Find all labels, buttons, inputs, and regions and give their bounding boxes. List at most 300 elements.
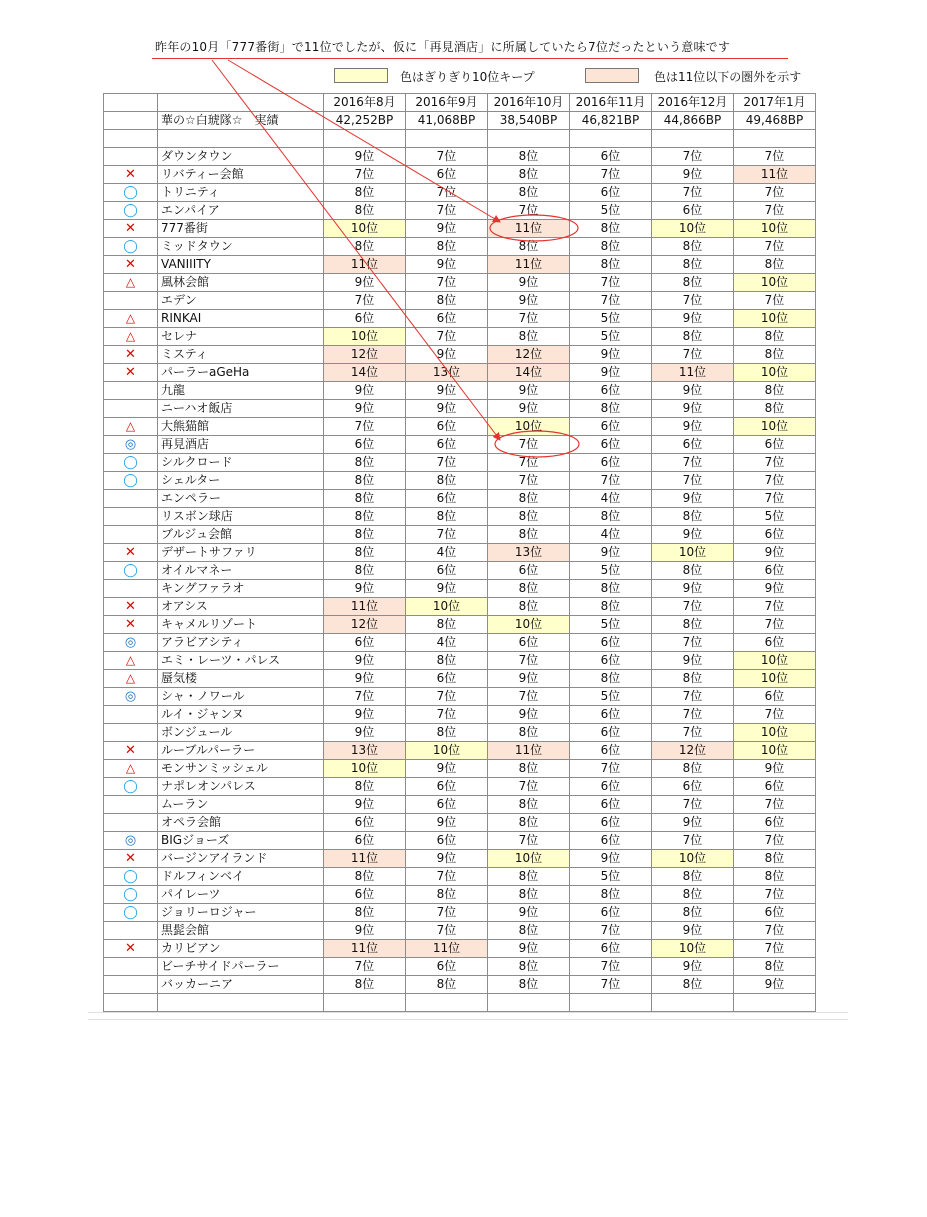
club-name: カリビアン [158, 940, 324, 958]
rank-cell: 10位 [734, 418, 816, 436]
page-title: 昨年の10月「777番街」で11位でしたが、仮に「再見酒店」に所属していたら7位だったという意味です [155, 40, 731, 54]
rank-cell: 7位 [652, 346, 734, 364]
club-name: 再見酒店 [158, 436, 324, 454]
status-mark-icon: ✕ [125, 347, 136, 362]
status-mark-icon: △ [125, 671, 136, 685]
rank-cell: 7位 [652, 706, 734, 724]
rank-cell: 5位 [570, 310, 652, 328]
rank-cell: 9位 [734, 544, 816, 562]
rank-cell: 13位 [406, 364, 488, 382]
rank-cell: 6位 [734, 688, 816, 706]
status-mark-icon: ✕ [125, 545, 136, 560]
rank-cell: 8位 [406, 292, 488, 310]
rank-cell: 7位 [570, 166, 652, 184]
rank-cell: 10位 [324, 220, 406, 238]
club-name: 黒髭会館 [158, 922, 324, 940]
rank-cell: 11位 [324, 598, 406, 616]
rank-cell: 9位 [324, 706, 406, 724]
rank-cell: 9位 [324, 400, 406, 418]
rank-cell: 11位 [652, 364, 734, 382]
rank-cell: 8位 [488, 868, 570, 886]
rank-cell: 9位 [488, 904, 570, 922]
rank-cell: 9位 [488, 706, 570, 724]
rank-cell: 6位 [652, 202, 734, 220]
rank-cell: 8位 [324, 508, 406, 526]
rank-cell: 6位 [570, 796, 652, 814]
rank-cell: 4位 [406, 544, 488, 562]
status-mark-icon: ◯ [123, 185, 138, 200]
status-mark-icon: △ [125, 311, 136, 325]
rank-cell: 10位 [488, 418, 570, 436]
rank-cell: 8位 [652, 328, 734, 346]
rank-cell: 10位 [324, 760, 406, 778]
rank-cell: 9位 [406, 400, 488, 418]
rank-cell: 6位 [734, 904, 816, 922]
rank-cell: 8位 [406, 616, 488, 634]
rank-cell: 9位 [406, 382, 488, 400]
rank-cell: 7位 [652, 454, 734, 472]
rank-cell: 8位 [652, 508, 734, 526]
rank-cell: 6位 [570, 724, 652, 742]
rank-cell: 9位 [652, 400, 734, 418]
rank-cell: 7位 [734, 238, 816, 256]
rank-cell: 10位 [734, 310, 816, 328]
club-name: 九龍 [158, 382, 324, 400]
rank-cell: 8位 [488, 958, 570, 976]
rank-cell: 7位 [570, 472, 652, 490]
club-name: ブルジュ会館 [158, 526, 324, 544]
rank-cell: 8位 [324, 202, 406, 220]
status-mark-icon: ✕ [125, 617, 136, 632]
rank-cell: 9位 [406, 814, 488, 832]
rank-cell: 8位 [324, 868, 406, 886]
rank-cell: 6位 [406, 436, 488, 454]
rank-cell: 9位 [324, 382, 406, 400]
rank-cell: 8位 [734, 868, 816, 886]
rank-cell: 7位 [488, 202, 570, 220]
rank-cell: 7位 [734, 832, 816, 850]
team-bp: 49,468BP [734, 112, 816, 130]
rank-cell: 8位 [652, 562, 734, 580]
rank-cell: 7位 [734, 472, 816, 490]
rank-cell: 8位 [734, 850, 816, 868]
rank-cell: 8位 [570, 238, 652, 256]
club-name: エミ・レーツ・パレス [158, 652, 324, 670]
rank-cell: 7位 [406, 868, 488, 886]
rank-cell: 6位 [652, 778, 734, 796]
rank-cell: 13位 [324, 742, 406, 760]
rank-cell: 5位 [570, 688, 652, 706]
rank-cell: 9位 [734, 580, 816, 598]
rank-cell: 9位 [406, 220, 488, 238]
rank-cell: 10位 [324, 328, 406, 346]
rank-cell: 8位 [734, 328, 816, 346]
club-name: ミスティ [158, 346, 324, 364]
rank-cell: 8位 [324, 544, 406, 562]
rank-cell: 8位 [488, 526, 570, 544]
rank-cell: 6位 [406, 670, 488, 688]
rank-cell: 6位 [570, 814, 652, 832]
club-name: ニーハオ飯店 [158, 400, 324, 418]
legend-pink-label: 色は11位以下の圏外を示す [654, 70, 802, 84]
rank-cell: 6位 [324, 832, 406, 850]
status-mark-icon: △ [125, 329, 136, 343]
rank-cell: 8位 [652, 868, 734, 886]
club-name: シェルター [158, 472, 324, 490]
rank-cell: 7位 [734, 292, 816, 310]
rank-cell: 6位 [734, 814, 816, 832]
rank-cell: 7位 [324, 166, 406, 184]
club-name: パーラーaGeHa [158, 364, 324, 382]
rank-cell: 9位 [488, 382, 570, 400]
rank-cell: 7位 [734, 202, 816, 220]
rank-cell: 5位 [570, 868, 652, 886]
rank-cell: 7位 [488, 832, 570, 850]
club-name: ミッドタウン [158, 238, 324, 256]
rank-cell: 10位 [734, 652, 816, 670]
rank-cell: 8位 [488, 328, 570, 346]
status-mark-icon: ✕ [125, 941, 136, 956]
rank-cell: 8位 [652, 238, 734, 256]
rank-cell: 7位 [406, 184, 488, 202]
rank-cell: 7位 [652, 796, 734, 814]
rank-cell: 8位 [324, 526, 406, 544]
rank-cell: 5位 [570, 202, 652, 220]
rank-cell: 8位 [488, 886, 570, 904]
rank-cell: 6位 [406, 166, 488, 184]
rank-cell: 7位 [406, 922, 488, 940]
status-mark-icon: ◎ [124, 689, 137, 704]
rank-cell: 8位 [488, 760, 570, 778]
rank-cell: 8位 [324, 454, 406, 472]
rank-cell: 10位 [652, 940, 734, 958]
header-month: 2017年1月 [734, 94, 816, 112]
rank-cell: 8位 [324, 472, 406, 490]
status-mark-icon: ✕ [125, 365, 136, 380]
rank-cell: 6位 [570, 742, 652, 760]
rank-cell: 7位 [652, 634, 734, 652]
rank-cell: 8位 [652, 274, 734, 292]
rank-cell: 6位 [406, 832, 488, 850]
rank-cell: 6位 [734, 526, 816, 544]
rank-cell: 7位 [406, 904, 488, 922]
rank-cell: 8位 [488, 490, 570, 508]
rank-cell: 8位 [488, 724, 570, 742]
rank-cell: 8位 [652, 616, 734, 634]
rank-cell: 11位 [734, 166, 816, 184]
rank-cell: 9位 [324, 670, 406, 688]
rank-cell: 7位 [734, 184, 816, 202]
rank-cell: 4位 [570, 526, 652, 544]
club-name: ドルフィンベイ [158, 868, 324, 886]
rank-cell: 8位 [652, 886, 734, 904]
rank-cell: 8位 [570, 220, 652, 238]
rank-cell: 8位 [406, 976, 488, 994]
rank-cell: 6位 [570, 832, 652, 850]
club-name: VANIIITY [158, 256, 324, 274]
club-name: パイレーツ [158, 886, 324, 904]
rank-cell: 9位 [324, 652, 406, 670]
rank-cell: 12位 [324, 346, 406, 364]
club-name: 777番街 [158, 220, 324, 238]
rank-cell: 7位 [652, 472, 734, 490]
rank-cell: 7位 [734, 454, 816, 472]
rank-cell: 8位 [570, 598, 652, 616]
header-month: 2016年9月 [406, 94, 488, 112]
rank-cell: 7位 [734, 148, 816, 166]
rank-cell: 9位 [406, 346, 488, 364]
rank-cell: 14位 [488, 364, 570, 382]
rank-cell: 8位 [324, 904, 406, 922]
header-month: 2016年11月 [570, 94, 652, 112]
club-name: リバティー会館 [158, 166, 324, 184]
rank-cell: 9位 [488, 940, 570, 958]
rank-cell: 5位 [570, 328, 652, 346]
rank-cell: 5位 [734, 508, 816, 526]
rank-cell: 6位 [406, 796, 488, 814]
club-name: エデン [158, 292, 324, 310]
rank-cell: 4位 [406, 634, 488, 652]
rank-cell: 8位 [488, 184, 570, 202]
status-mark-icon: ◯ [123, 563, 138, 578]
rank-cell: 14位 [324, 364, 406, 382]
rank-cell: 7位 [734, 616, 816, 634]
status-mark-icon: ◯ [123, 887, 138, 902]
rank-cell: 7位 [488, 652, 570, 670]
rank-cell: 12位 [324, 616, 406, 634]
rank-cell: 7位 [406, 274, 488, 292]
rank-cell: 7位 [488, 688, 570, 706]
club-name: RINKAI [158, 310, 324, 328]
rank-cell: 6位 [652, 436, 734, 454]
status-mark-icon: ◎ [124, 437, 137, 452]
arrow-to-saiken [212, 60, 500, 440]
rank-cell: 9位 [406, 580, 488, 598]
club-name: ムーラン [158, 796, 324, 814]
rank-cell: 8位 [570, 508, 652, 526]
rank-cell: 6位 [570, 436, 652, 454]
rank-cell: 8位 [488, 580, 570, 598]
status-mark-icon: △ [125, 419, 136, 433]
club-name: 蜃気楼 [158, 670, 324, 688]
rank-cell: 9位 [570, 850, 652, 868]
rank-cell: 9位 [652, 958, 734, 976]
rank-cell: 7位 [652, 184, 734, 202]
club-name: オアシス [158, 598, 324, 616]
status-mark-icon: ◯ [123, 473, 138, 488]
rank-cell: 7位 [488, 778, 570, 796]
rank-cell: 8位 [570, 256, 652, 274]
team-name: 華の☆白琥隊☆ 実績 [158, 112, 324, 130]
rank-cell: 8位 [406, 886, 488, 904]
highlight-circle-777 [490, 215, 578, 241]
rank-cell: 6位 [570, 652, 652, 670]
rank-cell: 9位 [652, 580, 734, 598]
rank-cell: 8位 [324, 184, 406, 202]
rank-cell: 13位 [488, 544, 570, 562]
highlight-circle-saiken [495, 431, 579, 457]
rank-cell: 8位 [734, 256, 816, 274]
status-mark-icon: ✕ [125, 743, 136, 758]
rank-cell: 7位 [570, 958, 652, 976]
rank-cell: 11位 [488, 742, 570, 760]
rank-cell: 11位 [324, 940, 406, 958]
rank-cell: 10位 [652, 544, 734, 562]
team-bp: 46,821BP [570, 112, 652, 130]
status-mark-icon: ◯ [123, 905, 138, 920]
rank-cell: 8位 [734, 958, 816, 976]
club-name: ボンジュール [158, 724, 324, 742]
rank-cell: 11位 [406, 940, 488, 958]
rank-cell: 6位 [734, 634, 816, 652]
club-name: エンペラー [158, 490, 324, 508]
rank-cell: 9位 [734, 760, 816, 778]
rank-cell: 7位 [570, 976, 652, 994]
rank-cell: 9位 [652, 310, 734, 328]
rank-cell: 8位 [734, 382, 816, 400]
rank-cell: 8位 [570, 580, 652, 598]
rank-cell: 12位 [652, 742, 734, 760]
rank-cell: 7位 [734, 706, 816, 724]
rank-cell: 9位 [324, 580, 406, 598]
rank-cell: 9位 [488, 274, 570, 292]
rank-cell: 8位 [406, 238, 488, 256]
status-mark-icon: ◯ [123, 779, 138, 794]
rank-cell: 8位 [570, 400, 652, 418]
rank-cell: 7位 [488, 472, 570, 490]
club-name: シャ・ノワール [158, 688, 324, 706]
rank-cell: 7位 [488, 454, 570, 472]
rank-cell: 11位 [488, 256, 570, 274]
status-mark-icon: ◯ [123, 203, 138, 218]
rank-cell: 9位 [652, 652, 734, 670]
status-mark-icon: ◯ [123, 239, 138, 254]
rank-cell: 4位 [570, 490, 652, 508]
rank-cell: 7位 [406, 706, 488, 724]
arrow-to-777 [228, 60, 500, 222]
rank-cell: 9位 [652, 526, 734, 544]
rank-cell: 7位 [652, 148, 734, 166]
rank-cell: 8位 [488, 796, 570, 814]
rank-cell: 9位 [406, 256, 488, 274]
club-name: 風林会館 [158, 274, 324, 292]
club-name: バッカーニア [158, 976, 324, 994]
rank-cell: 8位 [652, 256, 734, 274]
rank-cell: 7位 [406, 526, 488, 544]
club-name: BIGジョーズ [158, 832, 324, 850]
rank-cell: 7位 [570, 922, 652, 940]
rank-cell: 6位 [406, 958, 488, 976]
rank-cell: 9位 [652, 814, 734, 832]
rank-cell: 6位 [570, 634, 652, 652]
rank-cell: 8位 [652, 760, 734, 778]
rank-cell: 7位 [406, 202, 488, 220]
rank-cell: 7位 [570, 274, 652, 292]
rank-cell: 7位 [406, 328, 488, 346]
rank-cell: 9位 [324, 724, 406, 742]
rank-cell: 7位 [734, 598, 816, 616]
rank-cell: 9位 [324, 922, 406, 940]
rank-cell: 8位 [652, 904, 734, 922]
rank-cell: 6位 [324, 814, 406, 832]
rank-cell: 10位 [406, 742, 488, 760]
club-name: デザートサファリ [158, 544, 324, 562]
rank-cell: 6位 [324, 886, 406, 904]
team-bp: 38,540BP [488, 112, 570, 130]
rank-cell: 9位 [488, 292, 570, 310]
rank-cell: 6位 [570, 940, 652, 958]
rank-cell: 10位 [406, 598, 488, 616]
status-mark-icon: ✕ [125, 221, 136, 236]
club-name: 大熊猫館 [158, 418, 324, 436]
rank-cell: 8位 [488, 238, 570, 256]
team-bp: 42,252BP [324, 112, 406, 130]
rank-cell: 9位 [406, 760, 488, 778]
club-name: ビーチサイドパーラー [158, 958, 324, 976]
rank-cell: 6位 [734, 436, 816, 454]
legend-yellow-label: 色はぎりぎり10位キープ [400, 70, 535, 84]
rank-cell: 8位 [488, 814, 570, 832]
rank-cell: 7位 [734, 940, 816, 958]
rank-cell: 8位 [734, 346, 816, 364]
status-mark-icon: ◎ [124, 635, 137, 650]
rank-cell: 6位 [324, 634, 406, 652]
rank-cell: 7位 [652, 832, 734, 850]
rank-cell: 6位 [406, 418, 488, 436]
header-month: 2016年12月 [652, 94, 734, 112]
club-name: リスボン球店 [158, 508, 324, 526]
rank-cell: 8位 [488, 976, 570, 994]
status-mark-icon: △ [125, 275, 136, 289]
rank-cell: 10位 [734, 670, 816, 688]
rank-cell: 8位 [406, 472, 488, 490]
status-mark-icon: ✕ [125, 599, 136, 614]
status-mark-icon: △ [125, 761, 136, 775]
rank-cell: 9位 [324, 796, 406, 814]
club-name: エンパイア [158, 202, 324, 220]
rank-cell: 7位 [652, 688, 734, 706]
rank-cell: 8位 [406, 652, 488, 670]
rank-cell: 11位 [324, 256, 406, 274]
rank-cell: 6位 [734, 778, 816, 796]
rank-cell: 7位 [324, 958, 406, 976]
rank-cell: 6位 [570, 418, 652, 436]
rank-cell: 7位 [734, 922, 816, 940]
status-mark-icon: ◯ [123, 455, 138, 470]
rank-cell: 10位 [652, 850, 734, 868]
rank-cell: 7位 [734, 796, 816, 814]
club-name: ルイ・ジャンヌ [158, 706, 324, 724]
rank-cell: 10位 [652, 220, 734, 238]
rank-cell: 6位 [570, 904, 652, 922]
club-name: オイルマネー [158, 562, 324, 580]
club-name: ジョリーロジャー [158, 904, 324, 922]
club-name: バージンアイランド [158, 850, 324, 868]
rank-cell: 7位 [652, 598, 734, 616]
rank-cell: 6位 [324, 310, 406, 328]
rank-cell: 9位 [488, 400, 570, 418]
rank-cell: 9位 [734, 976, 816, 994]
rank-cell: 7位 [570, 292, 652, 310]
rank-cell: 9位 [570, 544, 652, 562]
rank-cell: 8位 [570, 670, 652, 688]
club-name: キャメルリゾート [158, 616, 324, 634]
club-name: ルーブルパーラー [158, 742, 324, 760]
rank-cell: 9位 [570, 346, 652, 364]
rank-cell: 6位 [406, 562, 488, 580]
rank-cell: 6位 [570, 382, 652, 400]
club-name: アラビアシティ [158, 634, 324, 652]
